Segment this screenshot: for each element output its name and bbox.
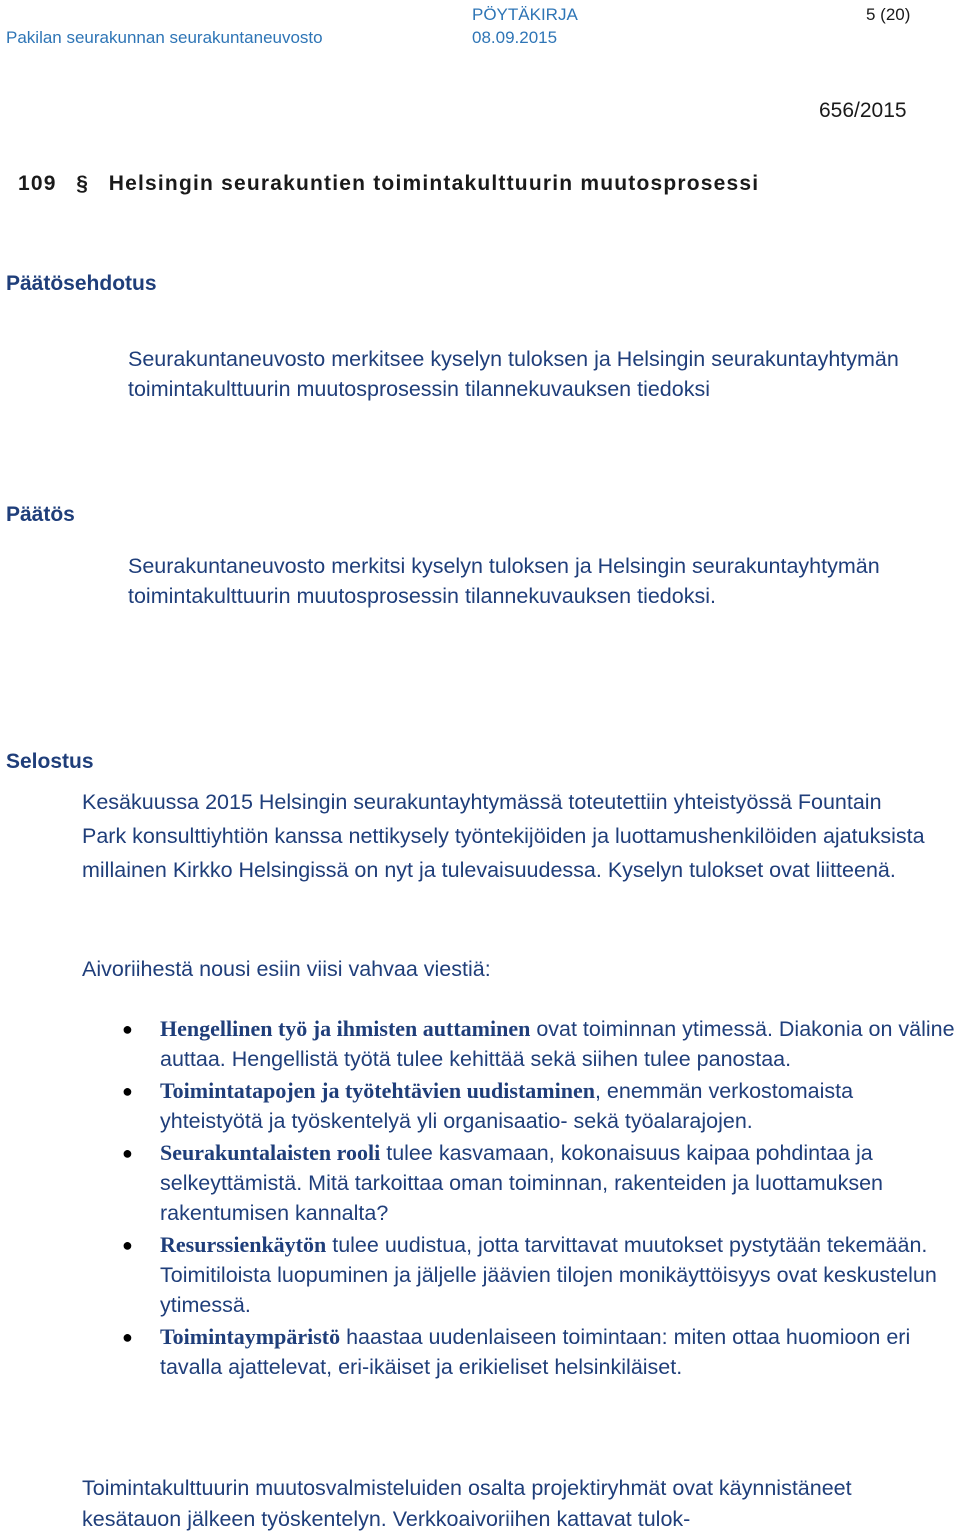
proposal-label: Päätösehdotus: [6, 272, 157, 295]
doc-type: PÖYTÄKIRJA: [472, 5, 578, 24]
description-lead: Aivoriihestä nousi esiin viisi vahvaa viestiä:: [82, 957, 491, 981]
messages-list: [122, 1014, 955, 1384]
page-number: 5 (20): [866, 5, 911, 24]
bullet-icon: ●: [122, 1019, 133, 1039]
bullet-emphasis: Toimintatapojen ja työtehtävien uudistaminen: [160, 1078, 595, 1103]
case-number: 656/2015: [819, 99, 907, 122]
list-item: [122, 1014, 955, 1074]
bullet-text: ovat toiminnan ytimessä. Diakonia on väline auttaa. Hengellistä työtä tulee kehittää sekä siihen tulee panostaa.: [160, 1017, 955, 1071]
description-label: Selostus: [6, 750, 94, 773]
description-intro: Kesäkuussa 2015 Helsingin seurakuntayhtymässä toteutettiin yhteistyössä Fountain Park konsulttiyhtiön kanssa nettikysely työntekijöiden ja luottamushenkilöiden ajatuksista millainen Kirkko Helsingissä on nyt ja tulevaisuudessa. Kyselyn tulokset ovat liitteenä.: [82, 790, 925, 882]
section-number: 109: [18, 172, 57, 195]
section-title: [18, 172, 759, 196]
decision-label: Päätös: [6, 503, 75, 526]
bullet-icon: ●: [122, 1327, 133, 1347]
bullet-emphasis: Toimintaympäristö: [160, 1324, 341, 1349]
proposal-text: Seurakuntaneuvosto merkitsee kyselyn tuloksen ja Helsingin seurakuntayhtymän toimintakulttuurin muutosprosessin tilannekuvauksen tiedoksi: [128, 347, 899, 401]
bullet-emphasis: Seurakuntalaisten rooli: [160, 1140, 381, 1165]
bullet-icon: ●: [122, 1235, 133, 1255]
section-sign: §: [76, 172, 90, 195]
bullet-text: tulee uudistua, jotta tarvittavat muutokset pystytään tekemään. Toimitiloista luopuminen ja jäljelle jäävien tilojen monikäyttöisyys ovat keskustelun ytimessä.: [160, 1233, 937, 1317]
bullet-icon: ●: [122, 1143, 133, 1163]
section-title-text: Helsingin seurakuntien toimintakulttuurin muutosprosessi: [108, 172, 760, 195]
list-item: [122, 1230, 955, 1320]
bullet-text: haastaa uudenlaiseen toimintaan: miten ottaa huomioon eri tavalla ajattelevat, eri-ikäiset ja erikieliset helsinkiläiset.: [160, 1325, 911, 1379]
bullet-icon: ●: [122, 1081, 133, 1101]
bullet-emphasis: Resurssienkäytön: [160, 1232, 327, 1257]
bullet-text: , enemmän verkostomaista yhteistyötä ja työskentelyä yli organisaatio- sekä työalarajojen.: [160, 1079, 854, 1133]
organization-name: Pakilan seurakunnan seurakuntaneuvosto: [6, 28, 323, 47]
list-item: [122, 1076, 955, 1136]
meeting-date: 08.09.2015: [472, 28, 558, 47]
bullet-text: tulee kasvamaan, kokonaisuus kaipaa pohdintaa ja selkeyttämistä. Mitä tarkoittaa oman toiminnan, rakenteiden ja luottamuksen rakentumisen kannalta?: [160, 1141, 884, 1225]
decision-text: Seurakuntaneuvosto merkitsi kyselyn tuloksen ja Helsingin seurakuntayhtymän toimintakulttuurin muutosprosessin tilannekuvauksen tiedoksi.: [128, 554, 880, 608]
list-item: [122, 1138, 955, 1228]
bullet-emphasis: Hengellinen työ ja ihmisten auttaminen: [160, 1016, 531, 1041]
list-item: [122, 1322, 955, 1382]
closing-text: Toimintakulttuurin muutosvalmisteluiden osalta projektiryhmät ovat käynnistäneet kesätauon jälkeen työskentelyn. Verkkoaivoriihen kattavat tulok-: [82, 1476, 852, 1531]
